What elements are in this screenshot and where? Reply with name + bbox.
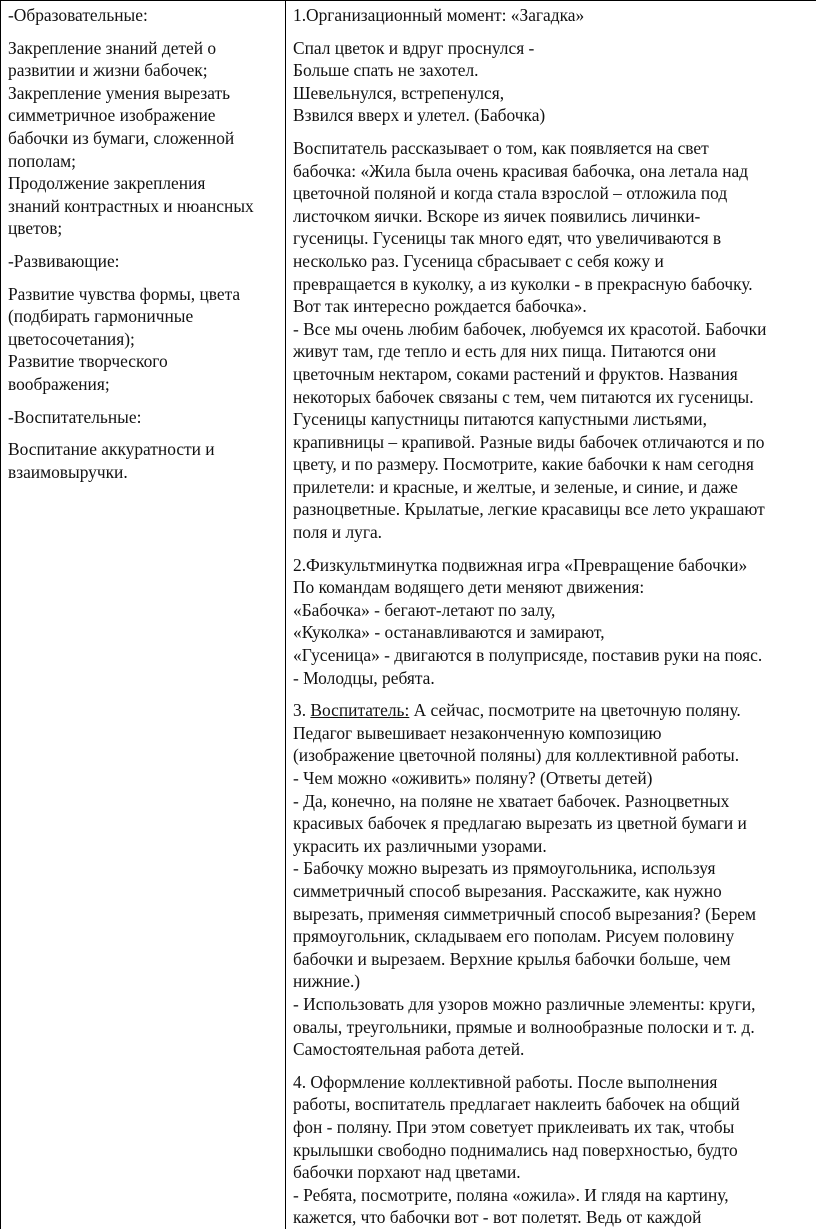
section-2-line: «Бабочка» - бегают-летают по залу, — [293, 599, 556, 620]
section-3-line: - Чем можно «оживить» поляну? (Ответы детей) — [293, 768, 653, 788]
story-block — [293, 137, 816, 544]
story-line: некоторых бабочек связаны с тем, чем питаются их гусеницы. — [293, 386, 754, 407]
educational-items: Закрепление знаний детей о развитии и жизни бабочек; Закрепление умения вырезать симметричное изображение бабочки из бумаги, сложенной пополам; Продолжение закрепления знаний контрастных и нюансных цветов; — [8, 37, 254, 239]
section-2-line: 2.Физкультминутка подвижная игра «Превращение бабочки» — [293, 554, 748, 575]
riddle-line: Шевельнулся, встрепенулся, — [293, 82, 505, 103]
section-3-line: - Бабочку можно вырезать из прямоугольника, используя — [293, 858, 716, 879]
section-3-line: - Использовать для узоров можно различные элементы: круги, — [293, 993, 756, 1014]
upbringing-items: Воспитание аккуратности и взаимовыручки. — [8, 439, 215, 482]
section-2-line: - Молодцы, ребята. — [293, 667, 435, 688]
upbringing-heading: -Воспитательные: — [8, 406, 142, 427]
section-3-line: Педагог вывешивает незаконченную композицию — [293, 722, 662, 743]
story-line: разноцветные. Крылатые, легкие красавицы все лето украшают — [293, 499, 765, 520]
riddle-line: Спал цветок и вдруг проснулся - — [293, 37, 535, 58]
story-line: цветочным нектаром, соками растений и фруктов. Названия — [293, 363, 738, 384]
section-3-number: 3. — [293, 700, 311, 721]
story-line: живут там, где тепло и есть для них пища. Питаются они — [293, 341, 717, 362]
section-4-block — [293, 1071, 816, 1229]
riddle-block — [293, 37, 816, 127]
section-3-line: прямоугольник, складываем его пополам. Рисуем половину — [293, 926, 735, 947]
section-3-line: Самостоятельная работа детей. — [293, 1039, 525, 1060]
lesson-progress-column — [293, 4, 816, 1229]
story-line: - Все мы очень любим бабочек, любуемся их красотой. Бабочки — [293, 318, 767, 339]
story-line: бабочка: «Жила была очень красивая бабочка, она летала над — [293, 160, 749, 181]
story-line: поля и луга. — [293, 522, 383, 543]
story-line: крапивницы – крапивой. Разные виды бабочек отличаются и по — [293, 431, 765, 452]
story-line: цвету, и по размеру. Посмотрите, какие бабочки к нам сегодня — [293, 454, 754, 475]
story-line: цветочной поляной и когда стала взрослой – отложила под — [293, 183, 728, 204]
developmental-heading: -Развивающие: — [8, 250, 120, 271]
section-3-line: украсить их различными узорами. — [293, 835, 547, 856]
section-4-line: бабочки порхают над цветами. — [293, 1162, 521, 1183]
table-top-border — [0, 0, 816, 1]
story-line: прилетели: и красные, и желтые, и зеленые, и синие, и даже — [293, 476, 738, 497]
table-left-border — [0, 0, 1, 1229]
section-3-first-line — [293, 699, 816, 722]
section-3-line: бабочки и вырезаем. Верхние крылья бабочки больше, чем — [293, 948, 731, 969]
story-line: Гусеницы капустницы питаются капустными листьями, — [293, 409, 707, 430]
story-line: листочком яички. Вскоре из яичек появились личинки- — [293, 205, 701, 226]
story-line: несколько раз. Гусеница сбрасывает с себя кожу и — [293, 250, 664, 271]
section-3-line: вырезать, применяя симметричный способ вырезания? (Берем — [293, 903, 757, 924]
objectives-column — [8, 4, 284, 1229]
story-line: Вот так интересно рождается бабочка». — [293, 296, 587, 317]
section-3-first-line-text: А сейчас, посмотрите на цветочную поляну. — [409, 700, 741, 721]
section-3-line: - Да, конечно, на поляне не хватает бабочек. Разноцветных — [293, 790, 730, 811]
section-3-block — [293, 699, 816, 1061]
section-1-title: 1.Организационный момент: «Загадка» — [293, 5, 585, 25]
section-4-line: - Ребята, посмотрите, поляна «ожила». И глядя на картину, — [293, 1184, 729, 1205]
column-divider — [285, 0, 286, 1229]
riddle-line: Взвился вверх и улетел. (Бабочка) — [293, 105, 546, 126]
section-3-line: красивых бабочек я предлагаю вырезать из цветной бумаги и — [293, 813, 747, 834]
section-3-line: (изображение цветочной поляны) для коллективной работы. — [293, 745, 740, 766]
educational-heading: -Образовательные: — [8, 5, 148, 25]
section-3-line: овалы, треугольники, прямые и волнообразные полоски и т. д. — [293, 1016, 755, 1037]
section-3-line: симметричный способ вырезания. Расскажите, как нужно — [293, 880, 722, 901]
section-4-line: работы, воспитатель предлагает наклеить бабочек на общий — [293, 1094, 740, 1115]
section-1-title-block — [293, 4, 816, 27]
developmental-items: Развитие чувства формы, цвета (подбирать гармоничные цветосочетания); Развитие творческого воображения; — [8, 283, 241, 394]
story-line: гусеницы. Гусеницы так много едят, что увеличиваются в — [293, 228, 722, 249]
story-line: Воспитатель рассказывает о том, как появляется на свет — [293, 137, 709, 158]
section-2-line: «Гусеница» - двигаются в полуприсяде, поставив руки на пояс. — [293, 645, 763, 666]
section-4-line: кажется, что бабочки вот - вот полетят. Ведь от каждой — [293, 1207, 702, 1228]
riddle-line: Больше спать не захотел. — [293, 60, 479, 81]
story-line: превращается в куколку, а из куколки - в прекрасную бабочку. — [293, 273, 753, 294]
section-4-line: фон - поляну. При этом советует приклеивать их так, чтобы — [293, 1116, 735, 1137]
section-4-line: крылышки свободно поднимались над поверхностью, будто — [293, 1139, 738, 1160]
speaker-label: Воспитатель: — [310, 700, 410, 721]
section-2-line: По командам водящего дети меняют движения: — [293, 577, 645, 598]
section-2-block — [293, 554, 816, 690]
section-3-line: нижние.) — [293, 971, 361, 992]
section-2-line: «Куколка» - останавливаются и замирают, — [293, 622, 605, 643]
section-4-line: 4. Оформление коллективной работы. После выполнения — [293, 1071, 718, 1092]
